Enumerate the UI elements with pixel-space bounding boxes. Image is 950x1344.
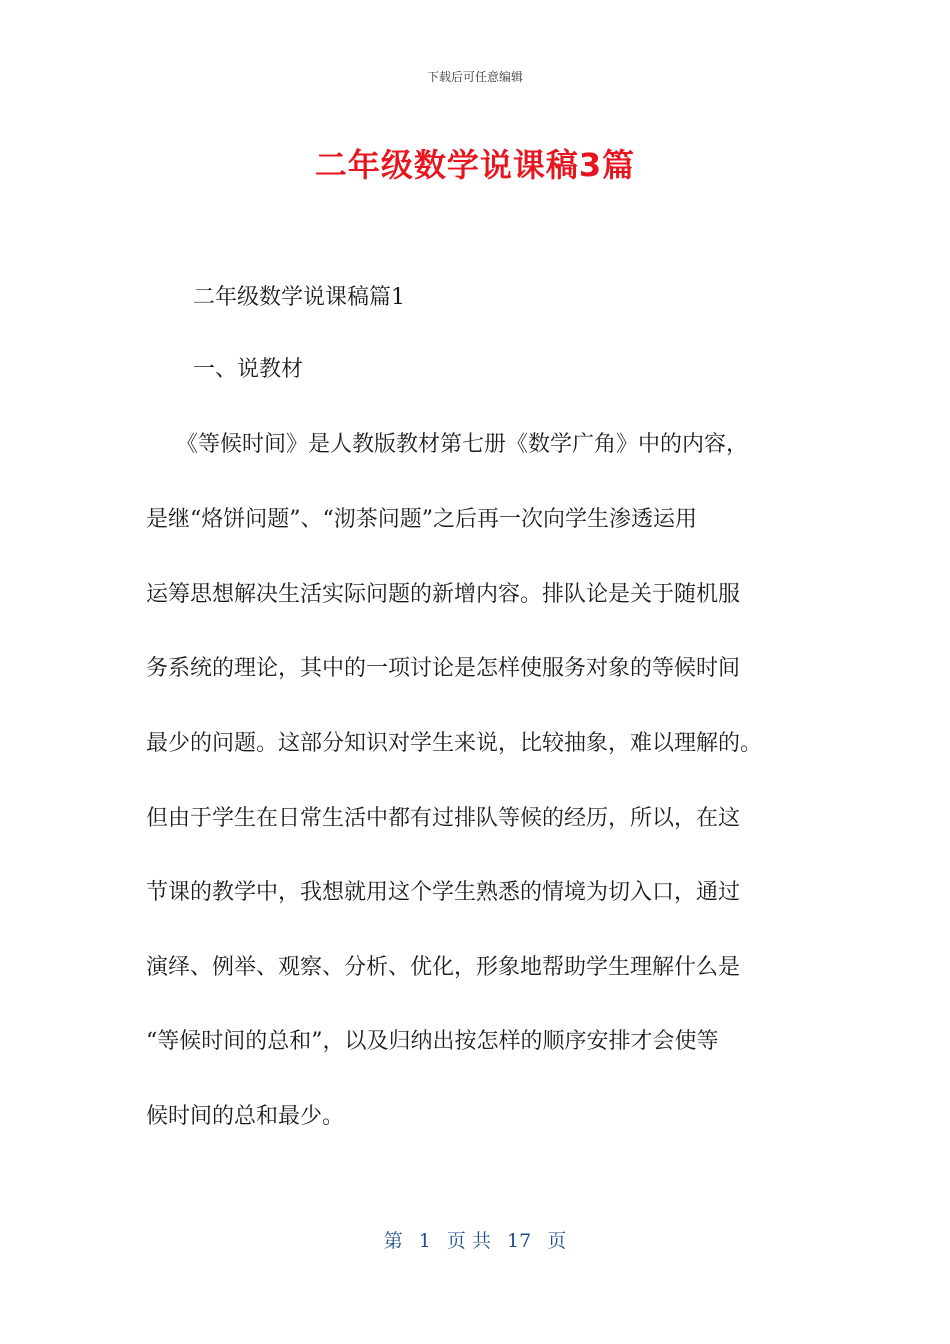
paragraph-line: 最少的问题。这部分知识对学生来说，比较抽象，难以理解的。 <box>146 731 763 756</box>
subsection-heading: 一、说教材 <box>193 357 304 382</box>
footer-prefix: 第 <box>383 1230 403 1252</box>
section-heading: 二年级数学说课稿篇1 <box>193 285 405 310</box>
paragraph-line: 是继“烙饼问题”、“沏茶问题”之后再一次向学生渗透运用 <box>146 507 697 532</box>
footer-middle: 页 共 <box>446 1230 491 1252</box>
paragraph-line: 候时间的总和最少。 <box>146 1104 345 1129</box>
paragraph-line: 但由于学生在日常生活中都有过排队等候的经历，所以，在这 <box>146 806 741 831</box>
page-footer <box>0 1226 950 1253</box>
footer-total-pages: 17 <box>507 1230 532 1252</box>
paragraph-line: 务系统的理论，其中的一项讨论是怎样使服务对象的等候时间 <box>146 656 741 681</box>
paragraph-line: “等候时间的总和”，以及归纳出按怎样的顺序安排才会使等 <box>146 1029 719 1054</box>
paragraph-line: 《等候时间》是人教版教材第七册《数学广角》中的内容， <box>176 432 749 457</box>
paragraph-line: 运筹思想解决生活实际问题的新增内容。排队论是关于随机服 <box>146 582 741 607</box>
footer-suffix: 页 <box>547 1230 567 1252</box>
paragraph-line: 节课的教学中，我想就用这个学生熟悉的情境为切入口，通过 <box>146 880 741 905</box>
header-note: 下载后可任意编辑 <box>426 70 523 84</box>
footer-page-number: 1 <box>418 1230 431 1252</box>
document-title: 二年级数学说课稿3篇 <box>314 146 636 184</box>
paragraph-line: 演绎、例举、观察、分析、优化，形象地帮助学生理解什么是 <box>146 955 741 980</box>
